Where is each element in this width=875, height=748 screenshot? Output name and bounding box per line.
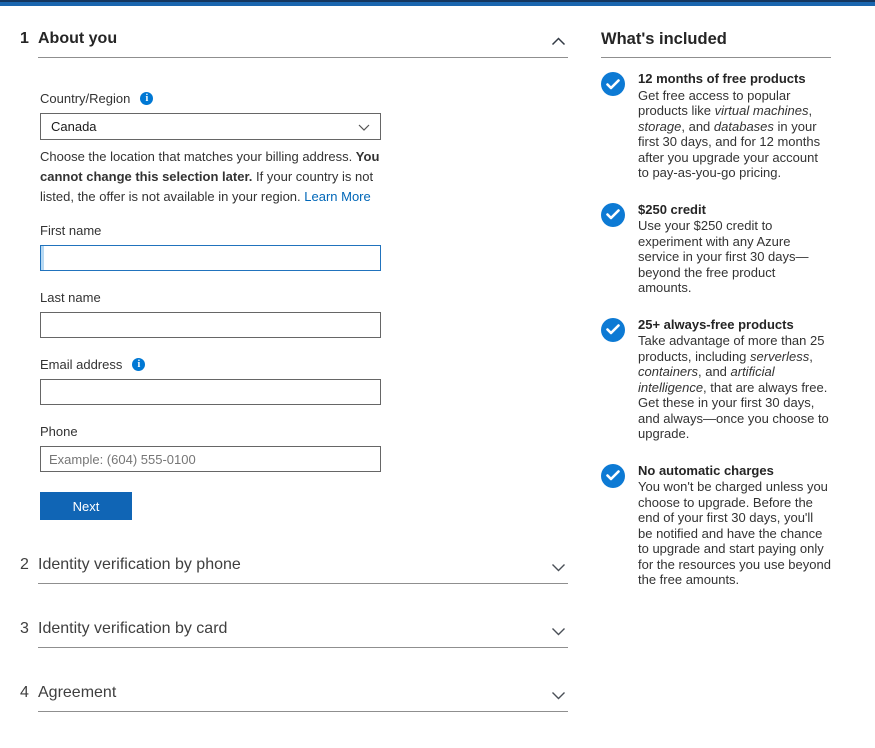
section-number: 3	[20, 620, 29, 637]
included-item-title: $250 credit	[638, 201, 706, 217]
text-segment: If your country is not listed, the offer is not available in your region.	[40, 169, 374, 204]
included-item-title: 25+ always-free products	[638, 316, 794, 332]
text-segment: Use your $250 credit to experiment with any Azure service in your first 30 days—beyond the free product amounts.	[638, 218, 809, 295]
last-name-input[interactable]	[40, 312, 381, 338]
about-you-form	[40, 91, 568, 556]
text-segment: ,	[808, 103, 813, 118]
text-segment: ,	[809, 348, 813, 364]
check-icon	[601, 464, 625, 488]
text-segment: serverless	[750, 348, 810, 364]
section-title-identity-card: Identity verification by card	[38, 620, 228, 637]
section-identity-card	[20, 620, 568, 648]
text-segment: , that are always free. Get these in your first 30 days, and always—once you choose to upgrade.	[638, 379, 829, 441]
section-header-identity-card[interactable]	[20, 620, 568, 648]
text-segment: You cannot change this selection later.	[40, 149, 380, 184]
text-segment: storage	[638, 118, 682, 134]
included-item-no-charges	[601, 463, 831, 588]
country-help-text	[40, 147, 392, 207]
chevron-down-icon[interactable]	[551, 560, 566, 575]
section-number: 2	[20, 556, 29, 573]
text-segment: in your first 30 days, and for 12 months after you upgrade your account to pay-as-you-go pricing.	[638, 118, 821, 180]
section-title-about-you: About you	[38, 30, 118, 47]
included-item-body	[638, 333, 831, 442]
phone-label: Phone	[40, 424, 78, 439]
check-icon	[601, 318, 625, 342]
section-identity-phone	[20, 556, 568, 584]
chevron-down-icon	[358, 119, 370, 134]
whats-included-title: What's included	[601, 30, 831, 58]
last-name-label: Last name	[40, 290, 101, 305]
text-segment: Get free access to popular products like	[638, 87, 791, 118]
first-name-input[interactable]	[40, 245, 381, 271]
included-item-body	[638, 218, 831, 296]
country-select[interactable]	[40, 113, 381, 140]
section-header-about-you[interactable]	[20, 30, 568, 58]
section-number: 4	[20, 684, 29, 701]
text-segment: Choose the location that matches your billing address.	[40, 149, 356, 164]
chevron-down-icon[interactable]	[551, 688, 566, 703]
included-item-title: 12 months of free products	[638, 71, 806, 86]
text-segment: containers	[638, 364, 698, 379]
text-segment: artificial intelligence	[638, 364, 775, 395]
info-icon[interactable]: i	[140, 92, 153, 105]
included-item-always-free	[601, 317, 831, 442]
learn-more-link[interactable]: Learn More	[304, 189, 371, 204]
section-about-you	[20, 30, 568, 556]
included-item-body	[638, 88, 831, 181]
country-select-value: Canada	[51, 119, 97, 134]
email-input[interactable]	[40, 379, 381, 405]
email-label: Email address	[40, 357, 123, 372]
section-header-identity-phone[interactable]	[20, 556, 568, 584]
text-segment: virtual machines	[714, 103, 809, 118]
check-icon	[601, 72, 625, 96]
included-item-title: No automatic charges	[638, 462, 774, 478]
text-segment: , and	[697, 364, 731, 379]
chevron-down-icon[interactable]	[551, 624, 566, 639]
signup-steps-column	[20, 30, 568, 748]
included-item-credit	[601, 202, 831, 296]
whats-included-panel	[601, 30, 831, 748]
text-segment: You won't be charged unless you choose to upgrade. Before the end of your first 30 days, you'll be notified and have the chance to upgrade and start paying only for the resources you use beyond the free amounts.	[638, 479, 831, 587]
phone-input[interactable]	[40, 446, 381, 472]
chevron-up-icon[interactable]	[551, 34, 566, 49]
section-number: 1	[20, 30, 29, 47]
check-icon	[601, 203, 625, 227]
next-button[interactable]: Next	[40, 492, 132, 520]
text-segment: databases	[713, 118, 774, 134]
first-name-label: First name	[40, 223, 102, 238]
info-icon[interactable]: i	[132, 358, 145, 371]
text-segment: , and	[681, 118, 714, 134]
section-header-agreement[interactable]	[20, 684, 568, 712]
section-title-agreement: Agreement	[38, 684, 117, 701]
text-segment: Take advantage of more than 25 products, including	[638, 333, 825, 364]
section-agreement	[20, 684, 568, 712]
section-title-identity-phone: Identity verification by phone	[38, 556, 241, 573]
country-label: Country/Region	[40, 91, 131, 106]
included-item-body	[638, 479, 831, 588]
included-item-free-products	[601, 71, 831, 181]
signup-page	[0, 6, 875, 748]
